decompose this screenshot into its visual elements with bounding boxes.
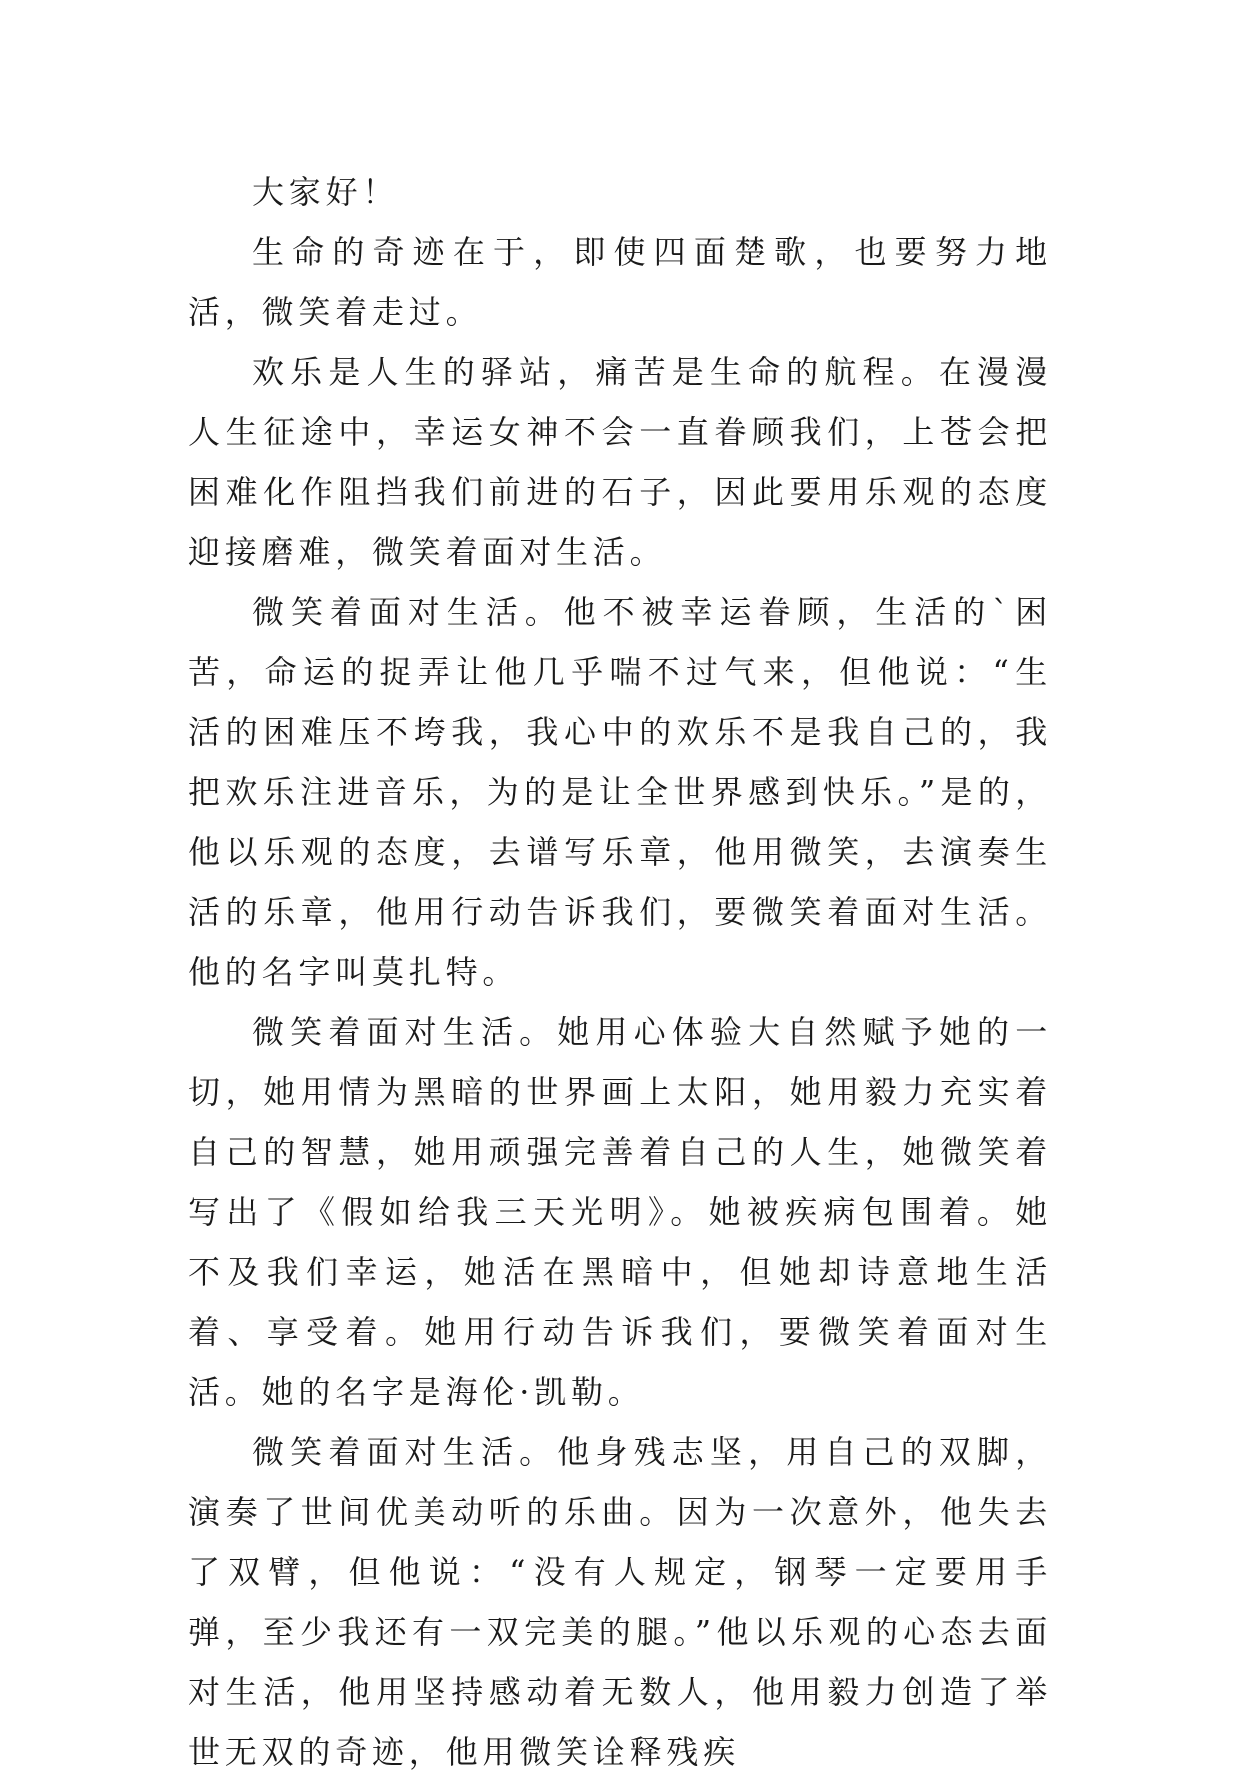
- pianist-paragraph: 微笑着面对生活。他身残志坚，用自己的双脚，演奏了世间优美动听的乐曲。因为一次意外，他失去了双臂，但他说：“没有人规定，钢琴一定要用手弹，至少我还有一双完美的腿。”他以乐观的心态去面对生活，他用坚持感动着无数人，他用毅力创造了举世无双的奇迹，他用微笑诠释残疾: [188, 1433, 1052, 1771]
- greeting-paragraph: 大家好！: [252, 173, 400, 211]
- helen-keller-paragraph: 微笑着面对生活。她用心体验大自然赋予她的一切，她用情为黑暗的世界画上太阳，她用毅力充实着自己的智慧，她用顽强完善着自己的人生，她微笑着写出了《假如给我三天光明》。她被疾病包围着。她不及我们幸运，她活在黑暗中，但她却诗意地生活着、享受着。她用行动告诉我们，要微笑着面对生活。她的名字是海伦·凯勒。: [188, 1013, 1052, 1411]
- document-body: [188, 162, 1052, 1782]
- intro-paragraph: 生命的奇迹在于，即使四面楚歌，也要努力地活，微笑着走过。: [188, 233, 1052, 331]
- body-paragraph: 欢乐是人生的驿站，痛苦是生命的航程。在漫漫人生征途中，幸运女神不会一直眷顾我们，上苍会把困难化作阻挡我们前进的石子，因此要用乐观的态度迎接磨难，微笑着面对生活。: [188, 353, 1052, 571]
- mozart-paragraph: 微笑着面对生活。他不被幸运眷顾，生活的`困苦，命运的捉弄让他几乎喘不过气来，但他说：“生活的困难压不垮我，我心中的欢乐不是我自己的，我把欢乐注进音乐，为的是让全世界感到快乐。”是的，他以乐观的态度，去谱写乐章，他用微笑，去演奏生活的乐章，他用行动告诉我们，要微笑着面对生活。他的名字叫莫扎特。: [188, 593, 1052, 991]
